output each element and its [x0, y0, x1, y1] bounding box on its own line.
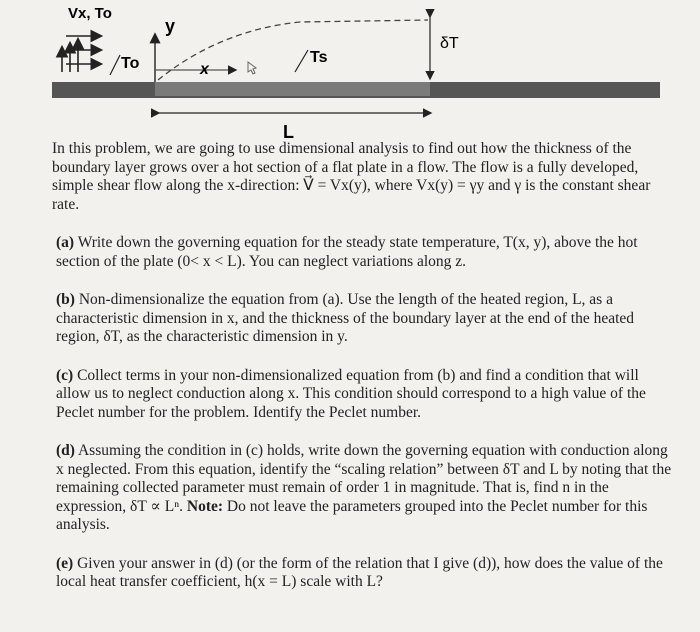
- part-a-text: Write down the governing equation for the steady state temperature, T(x, y), above the hot section of the plate (0< x < L). You can neglect variations along z.: [56, 234, 638, 270]
- inflow-arrows: [62, 36, 100, 72]
- part-d-label: (d): [56, 442, 75, 459]
- part-c: [52, 367, 672, 423]
- part-e-label: (e): [56, 554, 74, 572]
- y-axis-label: y: [165, 16, 176, 36]
- part-e-text: Given your answer in (d) (or the form of the relation that I give (d)), how does the value of the local heat transfer coefficient, h(x = L) scale with L?: [56, 554, 663, 590]
- part-b-label: (b): [56, 291, 75, 308]
- cursor-icon: [248, 62, 256, 74]
- thermal-boundary-layer-curve: [158, 20, 428, 80]
- x-axis-label: x: [200, 61, 209, 78]
- part-a-label: (a): [56, 234, 75, 251]
- part-d-text: Assuming the condition in (c) holds, write down the governing equation with conduction along x neglected. From this equation, identify the “scaling relation” between δT and L by noting that the remaining collected parameter must remain of order 1 in magnitude. That is, find n in the expression, δT ∝ Lⁿ.: [56, 442, 672, 515]
- part-c-text: Collect terms in your non-dimensionalized equation from (b) and find a condition that will allow us to neglect conduction along x. This condition should correspond to a high value of the Peclet number for the problem. Identify the Peclet number.: [56, 366, 646, 421]
- thickness-label: δT: [440, 35, 459, 52]
- length-label: L: [283, 122, 294, 142]
- ts-leader: [295, 50, 308, 72]
- part-b: [52, 291, 672, 347]
- ts-label: Ts: [310, 49, 328, 66]
- intro-paragraph: In this problem, we are going to use dimensional analysis to find out how the thickness of the boundary layer grows over a hot section of a flat plate in a flow. The flow is a fully developed, simple shear flow along the x-direction: V⃗ = Vx(y), where Vx(y) = γy and γ is the constant shear rate.: [52, 140, 651, 213]
- part-d-note-text: Do not leave the parameters grouped into the Peclet number for this analysis.: [56, 497, 648, 533]
- part-d: [52, 442, 672, 535]
- part-a: [52, 234, 672, 271]
- to-leader: [110, 55, 120, 75]
- inflow-label: Vx, To: [68, 5, 112, 22]
- part-d-note-label: Note:: [186, 497, 224, 515]
- part-c-label: (c): [56, 366, 74, 384]
- to-label: To: [121, 55, 140, 72]
- part-b-text: Non-dimensionalize the equation from (a). Use the length of the heated region, L, as a characteristic dimension in x, and the thickness of the boundary layer at the end of the heated region, δT, as the characteristic dimension in y.: [56, 291, 635, 345]
- heated-section: [155, 82, 430, 96]
- problem-text: [52, 140, 672, 612]
- part-e: [52, 555, 672, 592]
- boundary-layer-diagram: [0, 0, 700, 150]
